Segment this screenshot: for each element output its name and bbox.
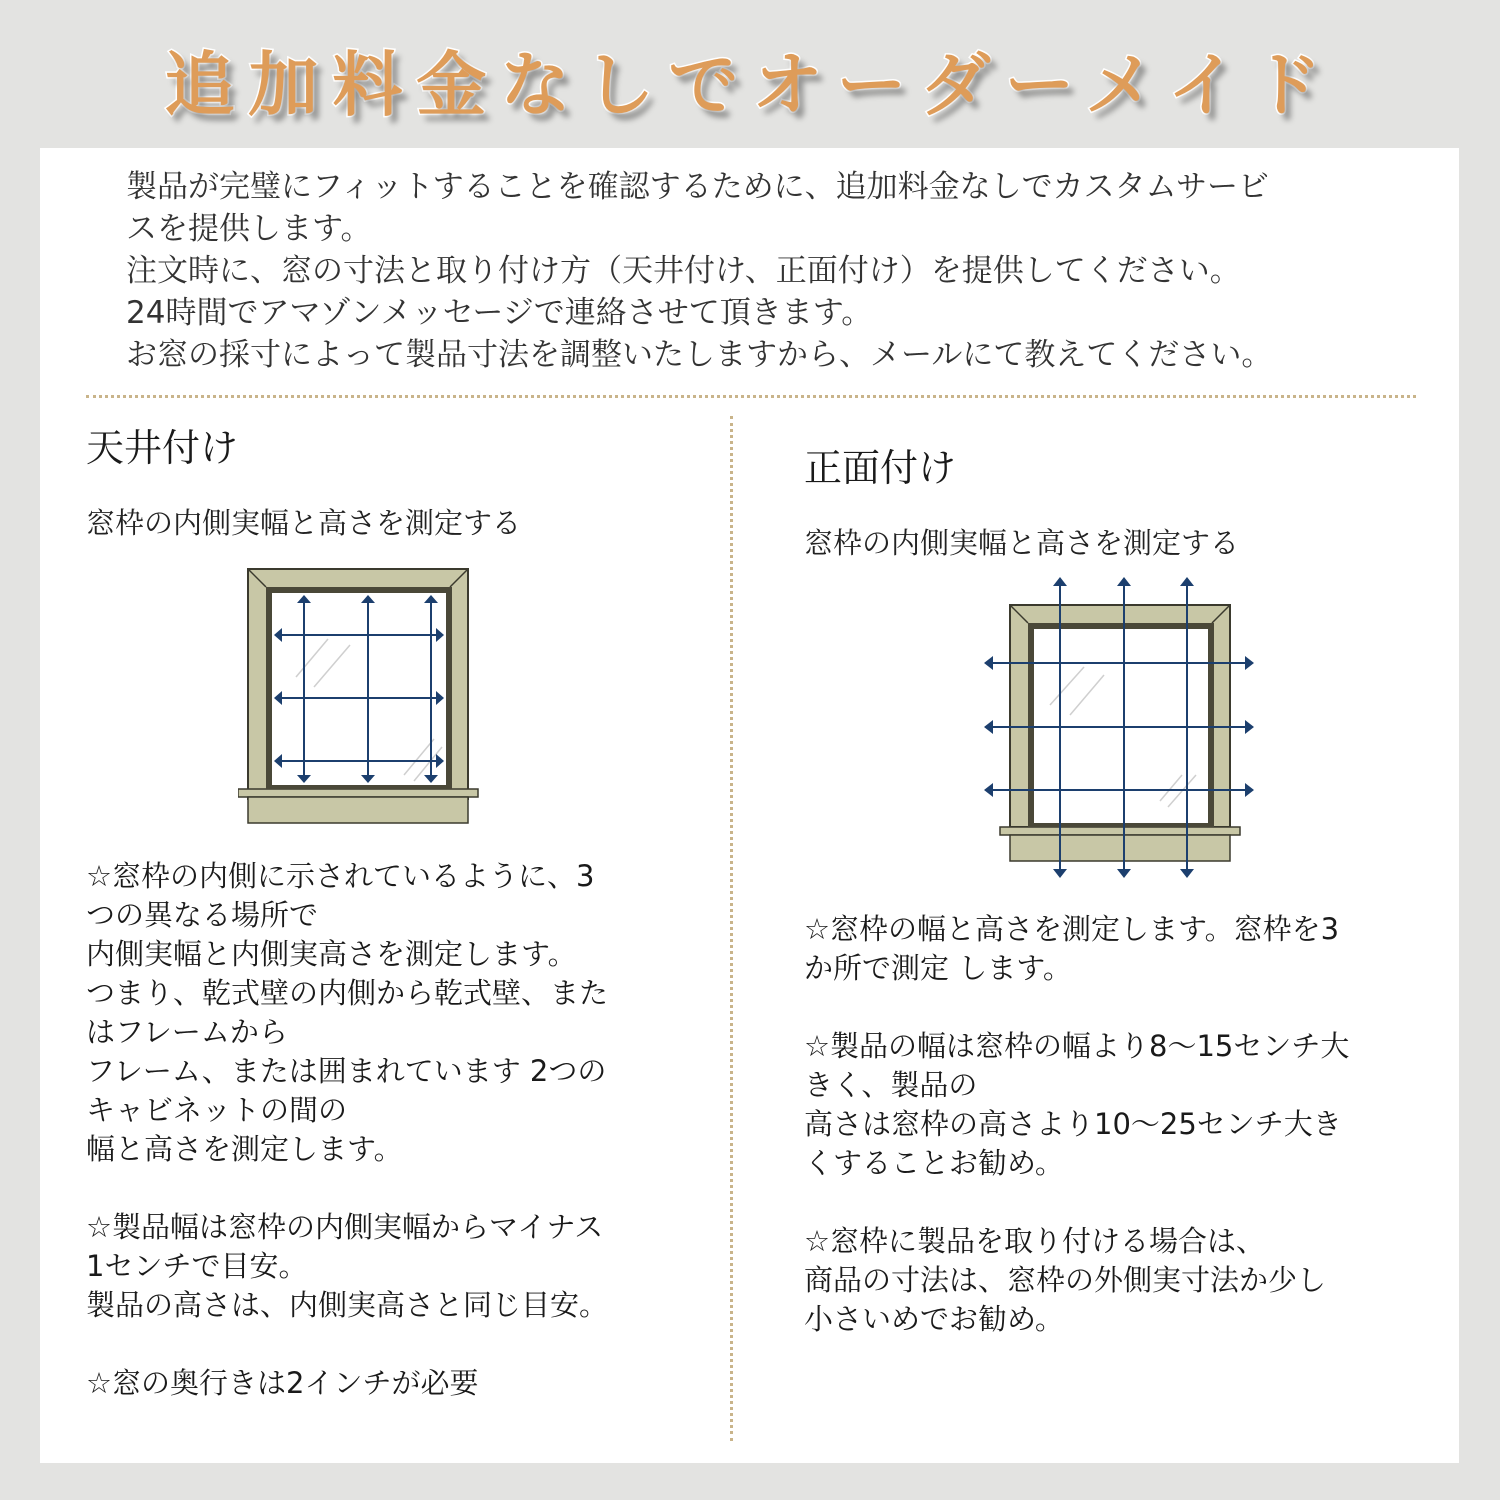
spacer	[804, 988, 1434, 1027]
front-mount-notes	[804, 910, 1434, 1339]
note-line: はフレームから	[86, 1015, 288, 1049]
note-line: つまり、乾式壁の内側から乾式壁、また	[86, 976, 609, 1010]
note-line: くすることお勧め。	[804, 1146, 1064, 1180]
note-line: きく、製品の	[804, 1068, 978, 1102]
ceiling-mount-notes	[86, 857, 706, 1403]
note-line: ☆製品幅は窓枠の内側実幅からマイナス	[86, 1210, 604, 1244]
intro-line: お窓の採寸によって製品寸法を調整いたしますから、メールにて教えてください。	[126, 337, 1273, 373]
intro-line: 24時間でアマゾンメッセージで連絡させて頂きます。	[126, 295, 873, 331]
vertical-dotted-divider	[730, 416, 733, 1441]
spacer	[804, 1183, 1434, 1222]
front-mount-heading: 正面付け	[804, 446, 957, 490]
page-title: 追加料金なしでオーダーメイド	[164, 44, 1336, 126]
note-line: 高さは窓枠の高さより10～25センチ大き	[804, 1107, 1342, 1141]
note-line: ☆窓枠の幅と高さを測定します。窓枠を3	[804, 912, 1340, 946]
note-line: 内側実幅と内側実高さを測定します。	[86, 937, 577, 971]
intro-line: 注文時に、窓の寸法と取り付け方（天井付け、正面付け）を提供してください。	[126, 253, 1241, 289]
spacer	[86, 1325, 706, 1364]
horizontal-dotted-divider	[86, 395, 1416, 398]
intro-text	[126, 166, 1426, 376]
note-line: ☆製品の幅は窓枠の幅より8～15センチ大	[804, 1029, 1350, 1063]
front-mount-section	[804, 443, 1434, 1339]
front-mount-subheading: 窓枠の内側実幅と高さを測定する	[804, 526, 1240, 560]
ceiling-mount-section	[86, 423, 706, 1403]
content-panel	[40, 148, 1459, 1463]
note-line: 小さいめでお勧め。	[804, 1302, 1064, 1336]
outside-mount-window-measure-diagram-icon	[982, 575, 1256, 880]
note-line: ☆窓の奥行きは2インチが必要	[86, 1366, 479, 1400]
spacer	[86, 1169, 706, 1208]
note-line: 幅と高さを測定します。	[86, 1132, 403, 1166]
note-line: フレーム、または囲まれています 2つの	[86, 1054, 607, 1088]
note-line: ☆窓枠に製品を取り付ける場合は、	[804, 1224, 1265, 1258]
ceiling-mount-heading: 天井付け	[86, 426, 239, 470]
note-line: 1センチで目安。	[86, 1249, 308, 1283]
ceiling-mount-subheading: 窓枠の内側実幅と高さを測定する	[86, 506, 522, 540]
note-line: か所で測定 します。	[804, 951, 1072, 985]
note-line: つの異なる場所で	[86, 898, 319, 932]
note-line: ☆窓枠の内側に示されているように、3	[86, 859, 595, 893]
inside-mount-window-measure-diagram-icon	[238, 567, 480, 825]
intro-line: 製品が完璧にフィットすることを確認するために、追加料金なしでカスタムサービ	[126, 169, 1269, 205]
intro-line: スを提供します。	[126, 211, 372, 247]
note-line: 商品の寸法は、窓枠の外側実寸法か少し	[804, 1263, 1327, 1297]
note-line: キャビネットの間の	[86, 1093, 348, 1127]
note-line: 製品の高さは、内側実高さと同じ目安。	[86, 1288, 609, 1322]
